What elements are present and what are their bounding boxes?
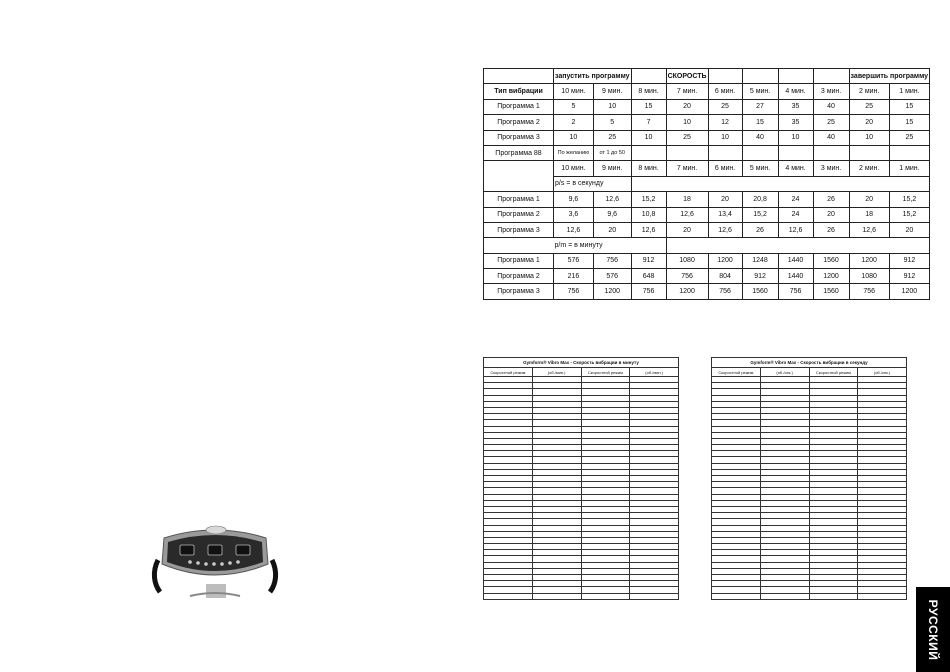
- row-label: Программа 2: [484, 269, 554, 284]
- log-header-row: [484, 368, 679, 377]
- value-cell: 20: [666, 222, 708, 237]
- value-cell: 10: [708, 130, 742, 145]
- value-cell: 9,6: [554, 192, 594, 207]
- minute-header: 10 мин.: [554, 161, 594, 176]
- value-cell: 12,6: [849, 222, 889, 237]
- program-88-choice: По желанию: [554, 145, 594, 160]
- value-cell: 12: [708, 115, 742, 130]
- value-cell: 10,8: [631, 207, 666, 222]
- value-cell: 756: [631, 284, 666, 299]
- per-second-row: [484, 192, 930, 207]
- value-cell: 12,6: [631, 222, 666, 237]
- vibration-type-label: Тип вибрации: [484, 84, 554, 99]
- value-cell: 5: [554, 99, 594, 114]
- value-cell: 1080: [849, 269, 889, 284]
- value-cell: 804: [708, 269, 742, 284]
- minute-header: 1 мин.: [889, 84, 929, 99]
- per-minute-row: [484, 269, 930, 284]
- value-cell: 10: [554, 130, 594, 145]
- value-cell: 756: [593, 253, 631, 268]
- log-header: (об./мин.): [630, 368, 679, 377]
- value-cell: 1200: [889, 284, 929, 299]
- vibration-platform-console-image: [150, 520, 280, 602]
- value-cell: 40: [742, 130, 778, 145]
- value-cell: 25: [849, 99, 889, 114]
- value-cell: 3,6: [554, 207, 594, 222]
- speed-log-per-minute: [483, 357, 679, 600]
- value-cell: 15: [889, 115, 929, 130]
- value-cell: 40: [813, 99, 849, 114]
- value-cell: 15,2: [631, 192, 666, 207]
- value-cell: 1560: [813, 253, 849, 268]
- row-label: Программа 3: [484, 284, 554, 299]
- log-header-row: [712, 368, 907, 377]
- level-row: [484, 99, 930, 114]
- per-second-row: [484, 222, 930, 237]
- log-title: Gymform® Vibro Max - Скорость вибрации в секунду: [711, 357, 907, 367]
- value-cell: 25: [666, 130, 708, 145]
- row-label: Программа 88: [484, 145, 554, 160]
- value-cell: 912: [742, 269, 778, 284]
- log-table: [711, 367, 907, 600]
- log-cell: [760, 593, 809, 599]
- value-cell: 912: [889, 269, 929, 284]
- value-cell: 25: [593, 130, 631, 145]
- minute-header: 8 мин.: [631, 84, 666, 99]
- value-cell: 15,2: [889, 192, 929, 207]
- value-cell: 20: [708, 192, 742, 207]
- value-cell: 20: [849, 192, 889, 207]
- value-cell: 20,8: [742, 192, 778, 207]
- value-cell: 25: [708, 99, 742, 114]
- value-cell: 12,6: [593, 192, 631, 207]
- value-cell: 35: [778, 99, 813, 114]
- finish-program-header: завершить программу: [849, 69, 930, 84]
- value-cell: 20: [849, 115, 889, 130]
- minute-header: 6 мин.: [708, 161, 742, 176]
- row-label: Программа 1: [484, 253, 554, 268]
- speed-header: СКОРОСТЬ: [666, 69, 708, 84]
- value-cell: 756: [778, 284, 813, 299]
- minute-header: 2 мин.: [849, 84, 889, 99]
- language-tab-label: РУССКИЙ: [926, 599, 940, 660]
- row-label: Программа 2: [484, 207, 554, 222]
- value-cell: 648: [631, 269, 666, 284]
- minute-header: 7 мин.: [666, 161, 708, 176]
- minute-header: 3 мин.: [813, 84, 849, 99]
- log-header: Скоростной режим: [712, 368, 761, 377]
- value-cell: 912: [631, 253, 666, 268]
- value-cell: 756: [708, 284, 742, 299]
- value-cell: 1560: [813, 284, 849, 299]
- program-88-row: [484, 145, 930, 160]
- log-cell: [712, 593, 761, 599]
- per-minute-label: p/m = в минуту: [554, 238, 667, 253]
- value-cell: 24: [778, 207, 813, 222]
- value-cell: 15,2: [742, 207, 778, 222]
- header-row: [484, 69, 930, 84]
- value-cell: 1560: [742, 284, 778, 299]
- row-label: Программа 3: [484, 222, 554, 237]
- per-minute-row: [484, 253, 930, 268]
- value-cell: 1200: [593, 284, 631, 299]
- start-program-header: запустить программу: [554, 69, 632, 84]
- log-cell: [630, 593, 679, 599]
- minute-header: 7 мин.: [666, 84, 708, 99]
- value-cell: 1248: [742, 253, 778, 268]
- row-label: Программа 3: [484, 130, 554, 145]
- log-cell: [484, 593, 533, 599]
- log-header: Скоростной режим: [484, 368, 533, 377]
- value-cell: 26: [813, 222, 849, 237]
- value-cell: 1200: [849, 253, 889, 268]
- value-cell: 12,6: [666, 207, 708, 222]
- log-title: Gymform® Vibro Max - Скорость вибрации в минуту: [483, 357, 679, 367]
- value-cell: 10: [778, 130, 813, 145]
- log-cell: [532, 593, 581, 599]
- value-cell: 10: [666, 115, 708, 130]
- value-cell: 20: [889, 222, 929, 237]
- value-cell: 26: [813, 192, 849, 207]
- minutes-row: [484, 161, 930, 176]
- value-cell: 25: [813, 115, 849, 130]
- log-header: Скоростной режим: [809, 368, 858, 377]
- value-cell: 27: [742, 99, 778, 114]
- log-header: Скоростной режим: [581, 368, 630, 377]
- value-cell: 10: [849, 130, 889, 145]
- value-cell: 1080: [666, 253, 708, 268]
- minute-header: 2 мин.: [849, 161, 889, 176]
- value-cell: 15,2: [889, 207, 929, 222]
- language-tab: [916, 587, 950, 672]
- value-cell: 756: [554, 284, 594, 299]
- value-cell: 576: [593, 269, 631, 284]
- value-cell: 7: [631, 115, 666, 130]
- value-cell: 20: [813, 207, 849, 222]
- value-cell: 5: [593, 115, 631, 130]
- log-header: (об./сек.): [760, 368, 809, 377]
- vibration-type-row: [484, 84, 930, 99]
- value-cell: 15: [742, 115, 778, 130]
- value-cell: 15: [889, 99, 929, 114]
- value-cell: 10: [631, 130, 666, 145]
- log-cell: [858, 593, 907, 599]
- log-row: [712, 593, 907, 599]
- log-header: (об./сек.): [858, 368, 907, 377]
- value-cell: 13,4: [708, 207, 742, 222]
- value-cell: 1200: [813, 269, 849, 284]
- value-cell: 1200: [708, 253, 742, 268]
- value-cell: 18: [666, 192, 708, 207]
- log-cell: [581, 593, 630, 599]
- minute-header: 9 мин.: [593, 84, 631, 99]
- log-cell: [809, 593, 858, 599]
- minute-header: 9 мин.: [593, 161, 631, 176]
- value-cell: 12,6: [554, 222, 594, 237]
- value-cell: 25: [889, 130, 929, 145]
- value-cell: 20: [666, 99, 708, 114]
- minute-header: 8 мин.: [631, 161, 666, 176]
- minute-header: 5 мин.: [742, 84, 778, 99]
- minute-header: 1 мин.: [889, 161, 929, 176]
- minute-header: 6 мин.: [708, 84, 742, 99]
- minute-header: 5 мин.: [742, 161, 778, 176]
- value-cell: 1200: [666, 284, 708, 299]
- minute-header: 4 мин.: [778, 84, 813, 99]
- value-cell: 912: [889, 253, 929, 268]
- log-row: [484, 593, 679, 599]
- minute-header: 10 мин.: [554, 84, 594, 99]
- value-cell: 26: [742, 222, 778, 237]
- row-label: Программа 1: [484, 192, 554, 207]
- value-cell: 576: [554, 253, 594, 268]
- value-cell: 756: [666, 269, 708, 284]
- per-minute-row: [484, 284, 930, 299]
- minute-header: 3 мин.: [813, 161, 849, 176]
- row-label: Программа 1: [484, 99, 554, 114]
- value-cell: 2: [554, 115, 594, 130]
- value-cell: 12,6: [778, 222, 813, 237]
- per-second-row: [484, 207, 930, 222]
- value-cell: 18: [849, 207, 889, 222]
- speed-log-per-second: [711, 357, 907, 600]
- value-cell: 1440: [778, 269, 813, 284]
- value-cell: 15: [631, 99, 666, 114]
- per-second-label: p/s = в секунду: [554, 176, 632, 191]
- per-minute-label-row: [484, 238, 930, 253]
- level-row: [484, 130, 930, 145]
- value-cell: 35: [778, 115, 813, 130]
- minute-header: 4 мин.: [778, 161, 813, 176]
- program-88-range: от 1 до 50: [593, 145, 631, 160]
- value-cell: 12,6: [708, 222, 742, 237]
- value-cell: 9,6: [593, 207, 631, 222]
- log-header: (об./мин.): [532, 368, 581, 377]
- value-cell: 10: [593, 99, 631, 114]
- value-cell: 20: [593, 222, 631, 237]
- row-label: Программа 2: [484, 115, 554, 130]
- value-cell: 1440: [778, 253, 813, 268]
- value-cell: 756: [849, 284, 889, 299]
- value-cell: 216: [554, 269, 594, 284]
- program-table: [483, 68, 930, 300]
- level-row: [484, 115, 930, 130]
- value-cell: 40: [813, 130, 849, 145]
- log-table: [483, 367, 679, 600]
- value-cell: 24: [778, 192, 813, 207]
